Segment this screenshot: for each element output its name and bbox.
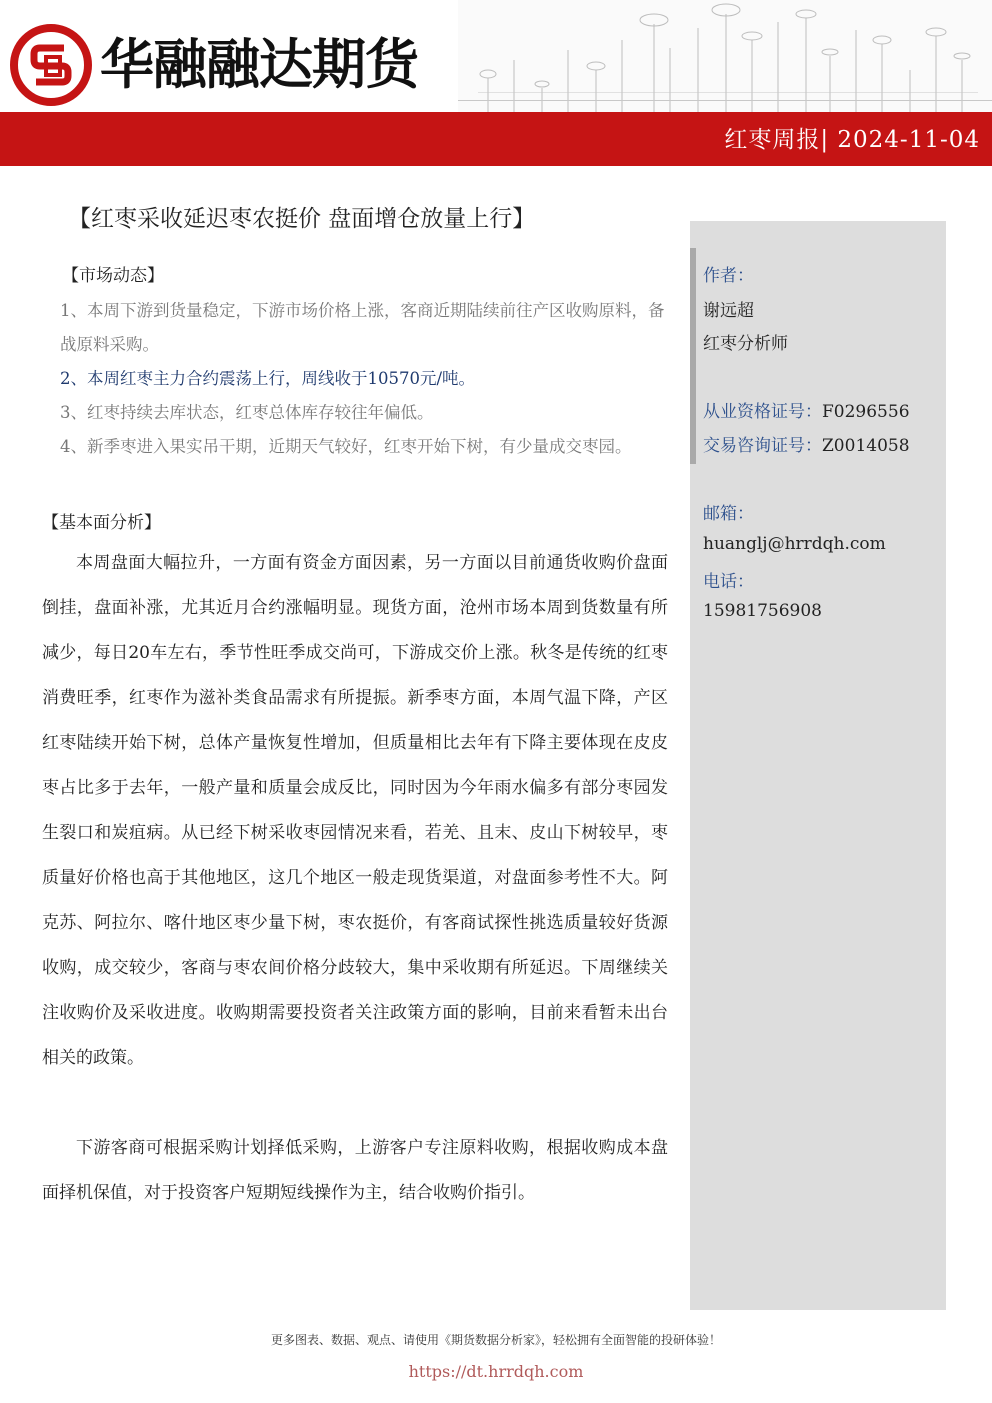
author-sidebar [690,221,946,1310]
email-address[interactable]: huanglj@hrrdqh.com [703,534,886,554]
license-line [703,397,910,422]
author-name: 谢远超 [703,301,754,321]
author-label: 作者： [703,266,754,286]
analysis-paragraph: 本周盘面大幅拉升，一方面有资金方面因素，另一方面以目前通货收购价盘面倒挂，盘面补涨，尤其近月合约涨幅明显。现货方面，沧州市场本周到货数量有所减少，每日20车左右，季节性旺季成交尚可，下游成交价上涨。秋冬是传统的红枣消费旺季，红枣作为滋补类食品需求有所提振。新季枣方面，本周气温下降，产区红枣陆续开始下树，总体产量恢复性增加，但质量相比去年有下降主要体现在皮皮枣占比多于去年，一般产量和质量会成反比，同时因为今年雨水偏多有部分枣园发生裂口和炭疽病。从已经下树采收枣园情况来看，若羌、且末、皮山下树较早，枣质量好价格也高于其他地区，这几个地区一般走现货渠道，对盘面参考性不大。阿克苏、阿拉尔、喀什地区枣少量下树，枣农挺价，有客商试探性挑选质量较好货源收购，成交较少，客商与枣农间价格分歧较大，集中采收期有所延迟。下周继续关注收购价及采收进度。收购期需要投资者关注政策方面的影响，目前来看暂未出台相关的政策。 [42,553,668,1068]
decorative-lines-graphic [458,0,992,112]
market-heading: 【市场动态】 [62,266,164,286]
market-item: 4、新季枣进入果实吊干期，近期天气较好，红枣开始下树，有少量成交枣园。 [60,437,632,456]
consult-label: 交易咨询证号： [703,436,822,456]
page-header [0,0,992,166]
market-item: 3、红枣持续去库状态，红枣总体库存较往年偏低。 [60,403,434,422]
consult-number: Z0014058 [822,436,910,456]
consult-line [703,431,910,456]
phone-label: 电话： [703,572,754,592]
header-decoration [458,0,992,112]
sidebar-accent-stripe [690,248,696,464]
document-title: 【红枣采收延迟枣农挺价 盘面增仓放量上行】 [68,206,536,232]
analysis-paragraph: 下游客商可根据采购计划择低采购，上游客户专注原料收购，根据收购成本盘面择机保值，对于投资客户短期短线操作为主，结合收购价指引。 [42,1138,668,1203]
footer-note: 更多图表、数据、观点、请使用《期货数据分析家》，轻松拥有全面智能的投研体验！ [270,1333,721,1347]
company-logo-icon [10,24,92,106]
market-item: 1、本周下游到货量稳定，下游市场价格上涨，客商近期陆续前往产区收购原料，备战原料采购。 [60,301,665,354]
license-label: 从业资格证号： [703,402,822,422]
report-title: 红枣周报| 2024-11-04 [724,127,980,153]
author-role: 红枣分析师 [703,334,788,354]
phone-number: 15981756908 [703,601,822,621]
footer-link[interactable]: https://dt.hrrdqh.com [408,1362,584,1381]
market-item: 2、本周红枣主力合约震荡上行，周线收于10570元/吨。 [60,369,476,388]
license-number: F0296556 [822,402,910,422]
email-label: 邮箱： [703,504,754,524]
brand-name: 华融融达期货 [100,33,418,96]
analysis-heading: 【基本面分析】 [42,513,161,533]
